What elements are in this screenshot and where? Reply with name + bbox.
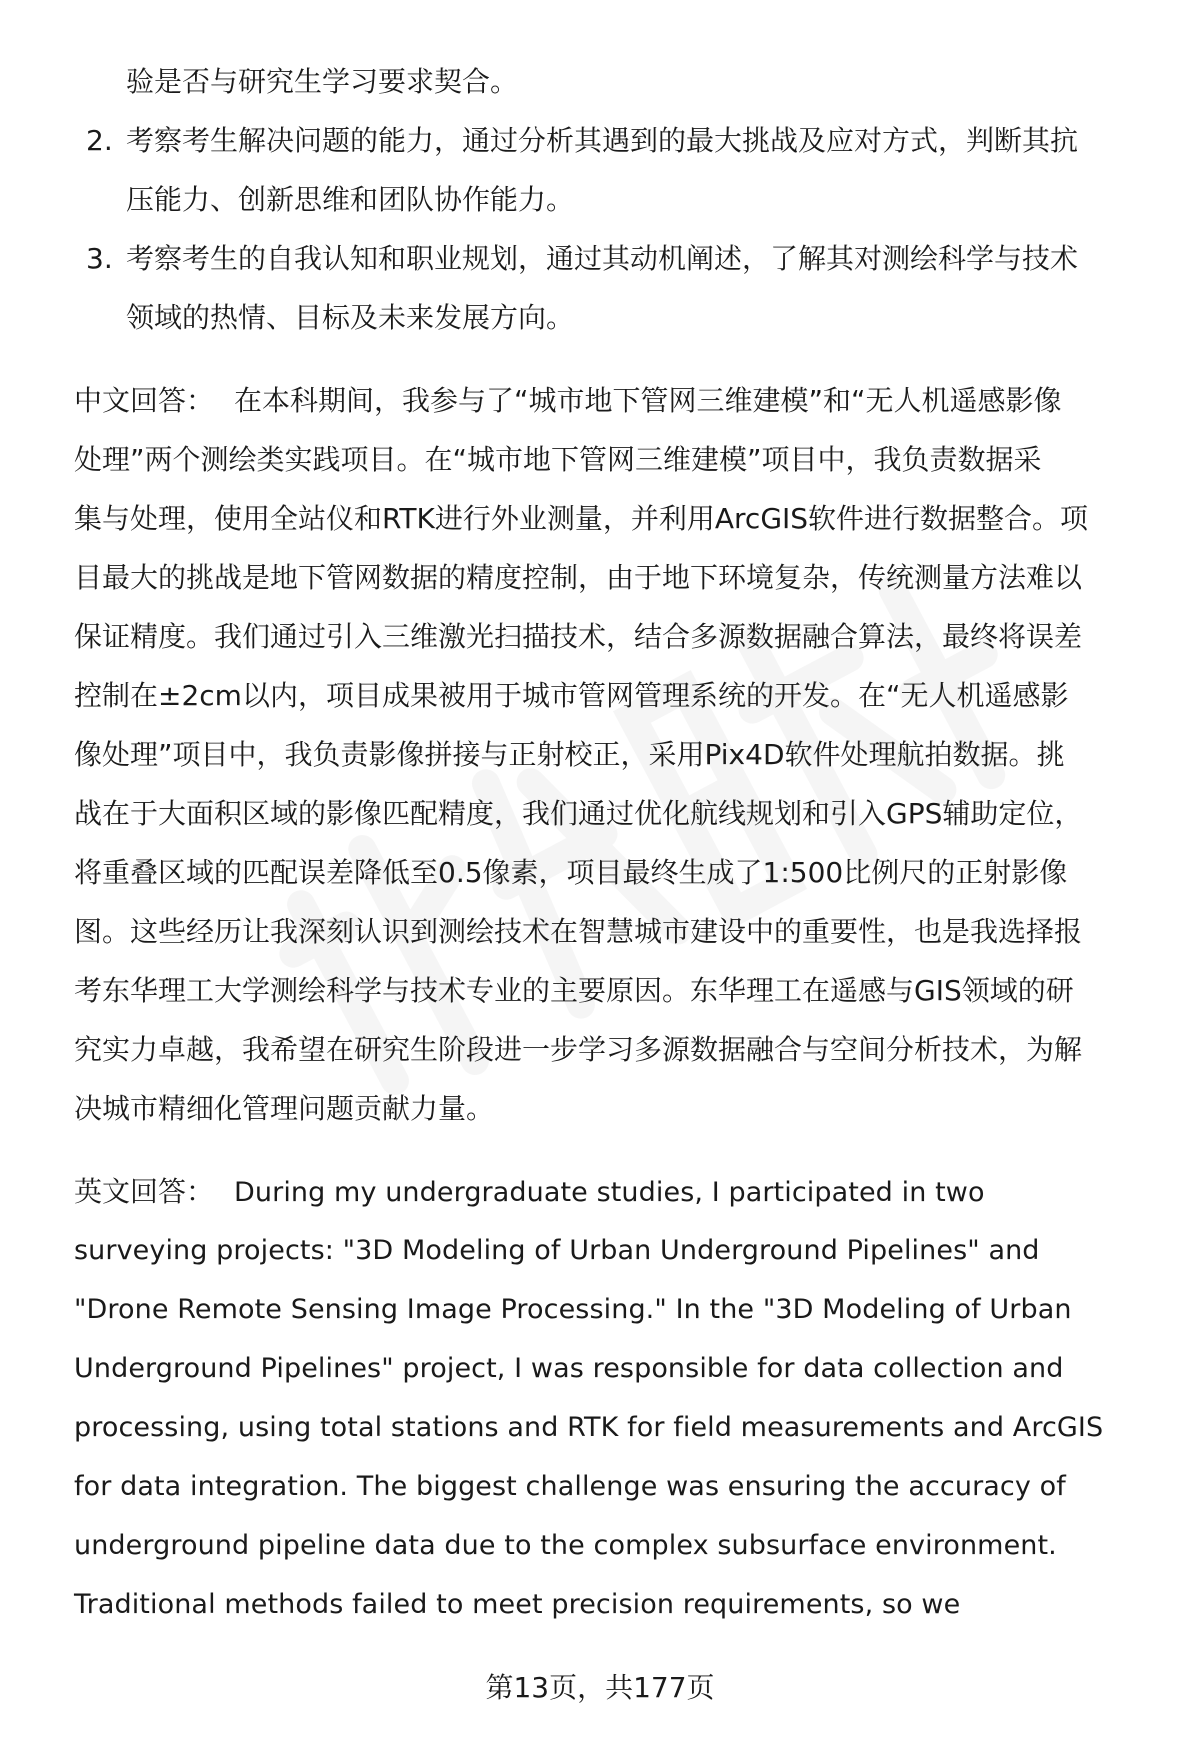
page-number-footer: 第13页，共177页 bbox=[485, 1671, 715, 1704]
chinese-answer-line: 集与处理，使用全站仪和RTK进行外业测量，并利用ArcGIS软件进行数据整合。项 bbox=[74, 502, 1089, 535]
chinese-answer-line: 目最大的挑战是地下管网数据的精度控制，由于地下环境复杂，传统测量方法难以 bbox=[74, 561, 1083, 594]
english-answer-line: Underground Pipelines" project, I was responsible for data collection and bbox=[74, 1353, 1064, 1384]
chinese-answer-line: 控制在±2cm以内，项目成果被用于城市管网管理系统的开发。在“无人机遥感影 bbox=[74, 679, 1069, 712]
english-answer-line: processing, using total stations and RTK for field measurements and ArcGIS bbox=[74, 1412, 1104, 1443]
list-continuation: 验是否与研究生学习要求契合。 bbox=[126, 65, 519, 98]
chinese-answer-line: 处理”两个测绘类实践项目。在“城市地下管网三维建模”项目中，我负责数据采 bbox=[74, 443, 1042, 476]
english-answer-text: During my undergraduate studies, I participated in two bbox=[234, 1177, 985, 1208]
english-answer-line bbox=[74, 1162, 1154, 1221]
english-answer-line: for data integration. The biggest challenge was ensuring the accuracy of bbox=[74, 1471, 1066, 1502]
chinese-answer-line: 像处理”项目中，我负责影像拼接与正射校正，采用Pix4D软件处理航拍数据。挑 bbox=[74, 738, 1065, 771]
chinese-answer-line: 决城市精细化管理问题贡献力量。 bbox=[74, 1092, 495, 1125]
list-item bbox=[74, 229, 1154, 288]
chinese-answer-line: 战在于大面积区域的影像匹配精度，我们通过优化航线规划和引入GPS辅助定位， bbox=[74, 797, 1083, 830]
document-body bbox=[74, 52, 1154, 1634]
english-answer-line: "Drone Remote Sensing Image Processing." In the "3D Modeling of Urban bbox=[74, 1294, 1072, 1325]
chinese-answer-label: 中文回答： bbox=[74, 384, 215, 417]
list-item-text: 考察考生的自我认知和职业规划，通过其动机阐述，了解其对测绘科学与技术 bbox=[126, 242, 1079, 275]
list-item-number: 3. bbox=[86, 242, 113, 275]
chinese-answer-line: 考东华理工大学测绘科学与技术专业的主要原因。东华理工在遥感与GIS领域的研 bbox=[74, 974, 1074, 1007]
chinese-answer-line: 将重叠区域的匹配误差降低至0.5像素，项目最终生成了1:500比例尺的正射影像 bbox=[74, 856, 1068, 889]
chinese-answer-line: 图。这些经历让我深刻认识到测绘技术在智慧城市建设中的重要性，也是我选择报 bbox=[74, 915, 1083, 948]
english-answer-line: Traditional methods failed to meet precision requirements, so we bbox=[74, 1589, 961, 1620]
english-answer-line: surveying projects: "3D Modeling of Urban Underground Pipelines" and bbox=[74, 1235, 1040, 1266]
chinese-answer-line: 究实力卓越，我希望在研究生阶段进一步学习多源数据融合与空间分析技术，为解 bbox=[74, 1033, 1083, 1066]
list-item-number: 2. bbox=[86, 124, 113, 157]
list-item bbox=[74, 111, 1154, 170]
chinese-answer-line: 保证精度。我们通过引入三维激光扫描技术，结合多源数据融合算法，最终将误差 bbox=[74, 620, 1083, 653]
list-item-text-continued: 压能力、创新思维和团队协作能力。 bbox=[126, 183, 575, 216]
chinese-answer-line bbox=[74, 371, 1154, 430]
list-item-text-continued: 领域的热情、目标及未来发展方向。 bbox=[126, 301, 575, 334]
chinese-answer-text: 在本科期间，我参与了“城市地下管网三维建模”和“无人机遥感影像 bbox=[234, 384, 1062, 417]
english-answer-label: 英文回答： bbox=[74, 1175, 215, 1208]
list-item-text: 考察考生解决问题的能力，通过分析其遇到的最大挑战及应对方式，判断其抗 bbox=[126, 124, 1079, 157]
english-answer-line: underground pipeline data due to the complex subsurface environment. bbox=[74, 1530, 1057, 1561]
